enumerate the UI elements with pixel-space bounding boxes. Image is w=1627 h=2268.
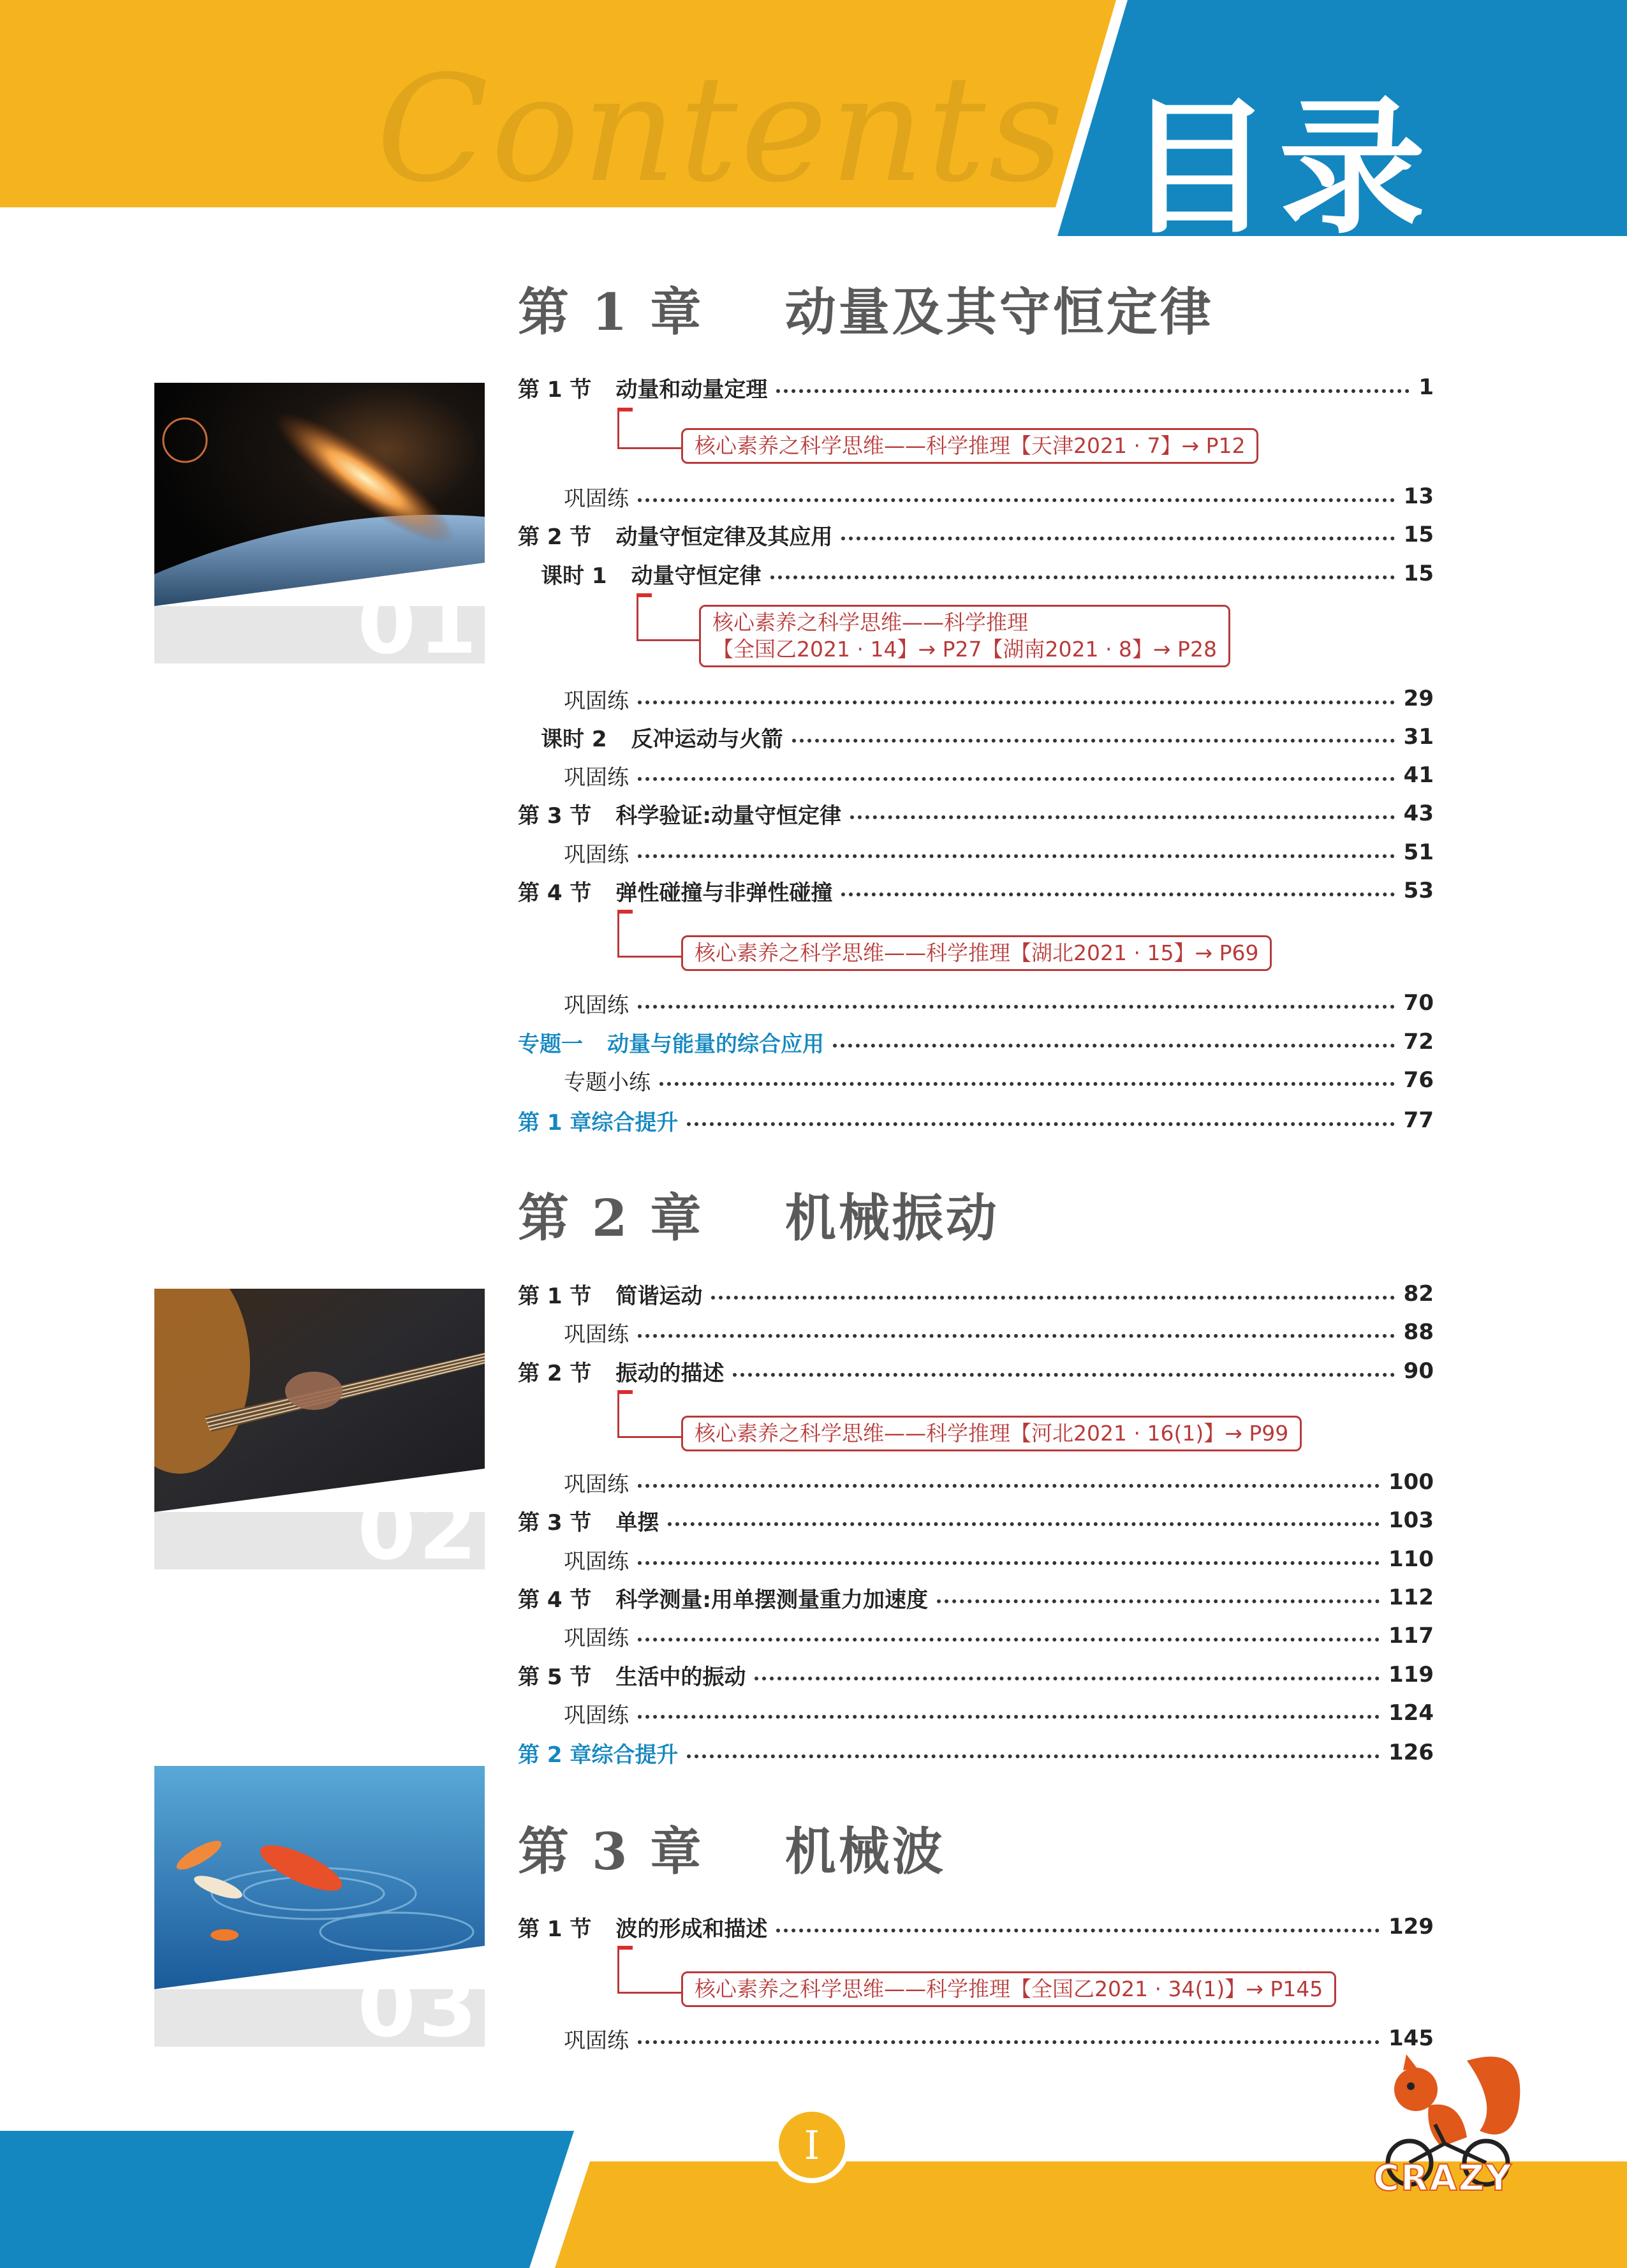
toc-entry-lead: 第 2 节 — [518, 524, 592, 550]
toc-entry[interactable] — [564, 1698, 1434, 1728]
toc-entry-page: 110 — [1388, 1546, 1434, 1572]
toc-entry[interactable] — [564, 1467, 1434, 1497]
core-literacy-callout[interactable]: 核心素养之科学思维——科学推理 【全国乙2021 · 14】→ P27【湖南2021 · 8】→ P28 — [699, 605, 1230, 667]
toc-entry[interactable] — [564, 760, 1434, 790]
toc-entry[interactable] — [518, 1106, 1434, 1135]
callout-connector — [617, 411, 684, 449]
toc-entry[interactable] — [564, 1065, 1434, 1095]
toc-entry[interactable] — [541, 722, 1434, 752]
toc-entry-title: 第 2 章综合提升 — [518, 1742, 679, 1768]
dot-leader — [770, 575, 1395, 579]
dot-leader — [733, 1373, 1394, 1377]
toc-entry-title: 巩固练 — [564, 2027, 629, 2054]
toc-entry-title: 振动的描述 — [615, 1360, 725, 1386]
dot-leader — [776, 389, 1410, 393]
core-literacy-callout[interactable]: 核心素养之科学思维——科学推理【河北2021 · 16(1)】→ P99 — [681, 1416, 1302, 1451]
toc-entry-title: 巩固练 — [564, 1625, 629, 1651]
toc-entry-lead: 第 3 节 — [518, 803, 592, 829]
toc-entry-page: 129 — [1388, 1914, 1434, 1939]
toc-entry-lead: 第 2 节 — [518, 1360, 592, 1386]
toc-entry-lead: 第 4 节 — [518, 1587, 592, 1613]
guitar-image — [154, 1289, 485, 1512]
chapter-3-heading: 第 3 章 机械波 — [518, 1821, 946, 1881]
dot-leader — [638, 498, 1395, 502]
dot-leader — [687, 1122, 1394, 1126]
toc-entry-title: 简谐运动 — [615, 1283, 703, 1309]
toc-entry-page: 1 — [1418, 374, 1434, 400]
toc-entry-title: 巩固练 — [564, 992, 629, 1018]
core-literacy-callout[interactable]: 核心素养之科学思维——科学推理【全国乙2021 · 34(1)】→ P145 — [681, 1971, 1336, 2007]
toc-entry-page: 31 — [1403, 724, 1434, 750]
callout-connector — [637, 597, 702, 641]
core-literacy-callout[interactable]: 核心素养之科学思维——科学推理【湖北2021 · 15】→ P69 — [681, 935, 1272, 971]
toc-entry-lead: 第 1 节 — [518, 1916, 592, 1942]
toc-entry-title: 单摆 — [615, 1509, 659, 1536]
toc-entry[interactable] — [518, 799, 1434, 828]
toc-entry-title: 巩固练 — [564, 1471, 629, 1497]
chapter-2-heading: 第 2 章 机械振动 — [518, 1188, 999, 1248]
toc-entry-title: 动量守恒定律及其应用 — [615, 524, 833, 550]
chapter-1-heading: 第 1 章 动量及其守恒定律 — [518, 282, 1214, 342]
dot-leader — [638, 700, 1395, 704]
dot-leader — [937, 1599, 1380, 1603]
dot-leader — [638, 2040, 1380, 2044]
toc-entry-lead: 第 1 节 — [518, 1283, 592, 1309]
toc-entry[interactable] — [564, 838, 1434, 867]
toc-entry-title: 巩固练 — [564, 841, 629, 868]
toc-entry-title: 弹性碰撞与非弹性碰撞 — [615, 880, 833, 906]
toc-entry[interactable] — [518, 373, 1434, 402]
toc-entry-lead: 第 4 节 — [518, 880, 592, 906]
toc-entry[interactable] — [564, 1545, 1434, 1574]
toc-entry-page: 41 — [1403, 762, 1434, 788]
toc-entry-title: 巩固练 — [564, 1548, 629, 1575]
toc-entry-title: 动量和动量定理 — [615, 376, 768, 403]
core-literacy-callout[interactable]: 核心素养之科学思维——科学推理【天津2021 · 7】→ P12 — [681, 428, 1258, 464]
toc-entry[interactable] — [518, 1738, 1434, 1767]
toc-entry-lead: 第 1 节 — [518, 376, 592, 403]
dot-leader — [755, 1677, 1380, 1680]
chapter-number-badge: 03 — [357, 1958, 480, 2056]
toc-entry-title: 动量守恒定律 — [631, 563, 762, 589]
dot-leader — [638, 1715, 1380, 1719]
koi-image — [154, 1766, 485, 1989]
dot-leader — [792, 739, 1395, 743]
toc-entry[interactable] — [518, 1279, 1434, 1308]
toc-entry-lead: 第 5 节 — [518, 1664, 592, 1690]
chapter-1-photo — [154, 383, 485, 673]
toc-entry-page: 124 — [1388, 1700, 1434, 1726]
chapter-number-badge: 02 — [357, 1481, 480, 1579]
toc-entry[interactable] — [518, 1027, 1434, 1056]
dot-leader — [659, 1082, 1395, 1086]
toc-entry-page: 76 — [1403, 1067, 1434, 1093]
mascot-label: CRAZY — [1373, 2158, 1513, 2199]
toc-entry-lead: 第 3 节 — [518, 1509, 592, 1536]
toc-entry-page: 15 — [1403, 522, 1434, 547]
toc-entry-page: 82 — [1403, 1281, 1434, 1307]
dot-leader — [638, 1484, 1380, 1488]
toc-entry-page: 119 — [1388, 1662, 1434, 1687]
toc-entry-page: 126 — [1388, 1740, 1434, 1765]
callout-connector — [617, 1950, 684, 1994]
toc-entry[interactable] — [541, 559, 1434, 588]
dot-leader — [841, 537, 1394, 540]
dot-leader — [850, 815, 1395, 819]
toc-entry-page: 117 — [1388, 1623, 1434, 1649]
toc-entry-title: 巩固练 — [564, 485, 629, 512]
toc-entry[interactable] — [518, 1356, 1434, 1386]
footer-blue-band — [0, 2131, 574, 2268]
toc-entry[interactable] — [564, 1317, 1434, 1347]
toc-entry-page: 13 — [1403, 484, 1434, 509]
toc-entry-title: 专题小练 — [564, 1069, 651, 1095]
toc-entry-title: 巩固练 — [564, 1321, 629, 1347]
toc-entry-title: 反冲运动与火箭 — [631, 726, 783, 752]
dot-leader — [638, 1334, 1395, 1338]
toc-entry-page: 145 — [1388, 2026, 1434, 2051]
toc-entry-page: 43 — [1403, 801, 1434, 826]
dot-leader — [687, 1754, 1380, 1758]
toc-entry-page: 112 — [1388, 1585, 1434, 1610]
callout-connector — [617, 1394, 684, 1438]
toc-entry-title: 巩固练 — [564, 1702, 629, 1728]
toc-entry-page: 100 — [1388, 1469, 1434, 1495]
toc-entry-title: 第 1 章综合提升 — [518, 1109, 679, 1136]
toc-entry-title: 动量与能量的综合应用 — [607, 1031, 824, 1057]
toc-entry-page: 88 — [1403, 1319, 1434, 1345]
toc-entry[interactable] — [564, 684, 1434, 713]
toc-entry[interactable] — [518, 1660, 1434, 1689]
toc-entry[interactable] — [518, 1506, 1434, 1535]
toc-entry-page: 103 — [1388, 1508, 1434, 1533]
dot-leader — [638, 1005, 1395, 1009]
toc-entry-page: 77 — [1403, 1108, 1434, 1133]
dot-leader — [668, 1522, 1380, 1526]
toc-entry-title: 波的形成和描述 — [615, 1916, 768, 1942]
dot-leader — [711, 1296, 1394, 1300]
toc-entry[interactable] — [564, 482, 1434, 511]
page-number-badge: I — [774, 2107, 850, 2183]
toc-entry[interactable] — [564, 988, 1434, 1018]
toc-entry-page: 15 — [1403, 561, 1434, 586]
dot-leader — [638, 1638, 1380, 1642]
toc-entry[interactable] — [518, 520, 1434, 549]
toc-entry-page: 29 — [1403, 686, 1434, 711]
dot-leader — [638, 854, 1395, 858]
contents-watermark: Contents — [376, 45, 1066, 215]
dot-leader — [638, 1561, 1380, 1565]
callout-connector — [617, 914, 684, 958]
dot-leader — [833, 1044, 1395, 1048]
dot-leader — [841, 893, 1394, 896]
toc-entry[interactable] — [518, 876, 1434, 905]
chapter-3-photo — [154, 1766, 485, 2056]
toc-entry-page: 51 — [1403, 840, 1434, 865]
toc-entry-title: 生活中的振动 — [615, 1664, 746, 1690]
dot-leader — [776, 1929, 1380, 1932]
dot-leader — [638, 777, 1395, 781]
toc-entry-lead: 课时 1 — [541, 563, 607, 589]
toc-entry-page: 72 — [1403, 1029, 1434, 1055]
toc-entry-page: 53 — [1403, 878, 1434, 903]
toc-entry[interactable] — [518, 1583, 1434, 1612]
toc-entry-page: 90 — [1403, 1358, 1434, 1384]
meteor-image — [154, 383, 485, 606]
toc-entry-title: 巩固练 — [564, 764, 629, 790]
chapter-number-badge: 01 — [357, 575, 480, 673]
toc-entry[interactable] — [564, 2024, 1434, 2053]
page-title: 目录 — [1126, 84, 1432, 254]
chapter-2-photo — [154, 1289, 485, 1579]
toc-entry[interactable] — [518, 1912, 1434, 1941]
toc-entry-title: 科学验证:动量守恒定律 — [615, 803, 841, 829]
toc-entry-page: 70 — [1403, 990, 1434, 1016]
toc-entry-lead: 专题一 — [518, 1031, 583, 1057]
toc-entry-title: 巩固练 — [564, 688, 629, 714]
toc-entry-lead: 课时 2 — [541, 726, 607, 752]
toc-entry-title: 科学测量:用单摆测量重力加速度 — [615, 1587, 928, 1613]
toc-entry[interactable] — [564, 1621, 1434, 1650]
